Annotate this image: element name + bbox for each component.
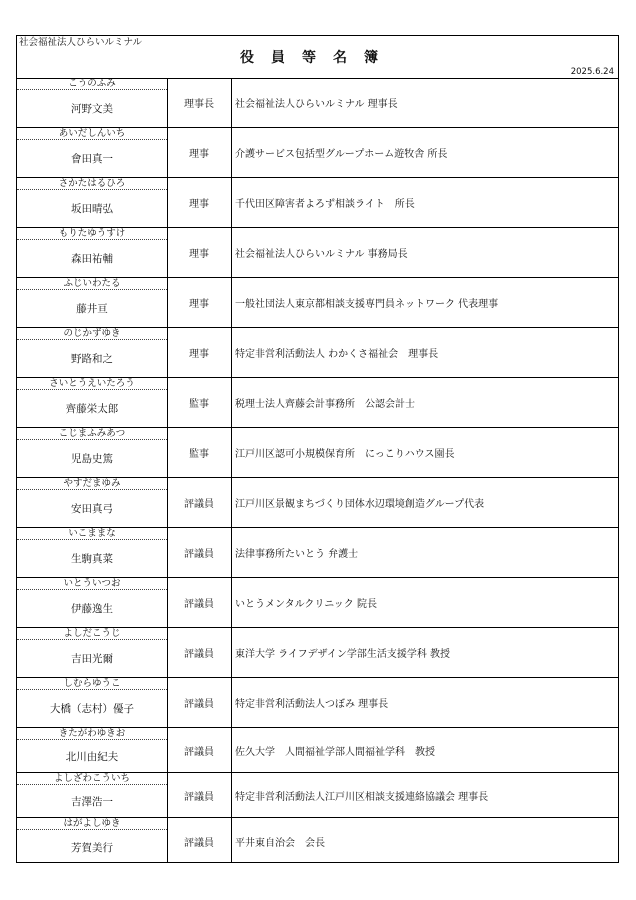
member-name-reading: こうのふみ: [17, 78, 167, 90]
roster-row: [17, 818, 618, 864]
member-name-reading: きたがわゆきお: [17, 728, 167, 740]
member-role: 監事: [189, 449, 209, 460]
member-name: 児島史篤: [71, 453, 113, 465]
member-name-reading: こじまふみあつ: [17, 428, 167, 440]
member-affiliation: 介護サービス包括型グループホーム遊牧舎 所長: [235, 149, 448, 160]
member-name: 野路和之: [71, 353, 113, 365]
member-name: 會田真一: [71, 153, 113, 165]
roster-row: [17, 328, 618, 378]
member-role: 理事: [189, 199, 209, 210]
officers-roster-sheet: [16, 35, 619, 863]
roster-row: [17, 678, 618, 728]
member-name: 大橋（志村）優子: [50, 703, 134, 715]
member-affiliation: いとうメンタルクリニック 院長: [235, 599, 377, 610]
organization-name: 社会福祉法人ひらいルミナル: [19, 37, 143, 48]
member-role: 評議員: [184, 837, 214, 849]
roster-row: [17, 773, 618, 818]
member-name-reading: いとういつお: [17, 578, 167, 590]
member-name: 藤井亘: [76, 303, 108, 315]
member-name: 河野文美: [71, 103, 113, 115]
member-role: 評議員: [184, 649, 214, 660]
page-title: 役員等名簿: [240, 50, 395, 66]
roster-row: [17, 478, 618, 528]
member-role: 理事: [189, 349, 209, 360]
member-name: 齊藤栄太郎: [65, 403, 119, 415]
member-role: 評議員: [184, 791, 214, 803]
member-role: 理事長: [184, 99, 214, 110]
member-affiliation: 一般社団法人東京都相談支援専門員ネットワーク 代表理事: [235, 299, 499, 310]
member-affiliation: 平井東自治会 会長: [235, 837, 325, 849]
member-name-reading: よしざわこういち: [17, 773, 167, 785]
document-date: 2025.6.24: [570, 67, 614, 77]
member-name: 芳賀美行: [71, 841, 113, 854]
member-affiliation: 特定非営利活動法人江戸川区相談支援連絡協議会 理事長: [235, 791, 489, 803]
roster-row: [17, 228, 618, 278]
member-role: 監事: [189, 399, 209, 410]
member-affiliation: 千代田区障害者よろず相談ライト 所長: [235, 199, 415, 210]
member-name: 吉澤浩一: [71, 795, 113, 808]
member-name: 坂田晴弘: [71, 203, 113, 215]
roster-row: [17, 78, 618, 128]
member-affiliation: 佐久大学 人間福祉学部人間福祉学科 教授: [235, 746, 435, 758]
member-name: 安田真弓: [71, 503, 113, 515]
member-name: 吉田光爾: [71, 653, 113, 665]
member-role: 理事: [189, 149, 209, 160]
roster-row: [17, 128, 618, 178]
member-name-reading: よしだこうじ: [17, 628, 167, 640]
member-name: 北川由紀夫: [65, 750, 119, 763]
member-name-reading: あいだしんいち: [17, 128, 167, 140]
roster-row: [17, 578, 618, 628]
roster-row: [17, 628, 618, 678]
member-name-reading: さかたはるひろ: [17, 178, 167, 190]
member-affiliation: 江戸川区景観まちづくり団体水辺環境創造グループ代表: [235, 499, 485, 510]
member-affiliation: 税理士法人齊藤会計事務所 公認会計士: [235, 399, 415, 410]
member-name: 森田祐輔: [71, 253, 113, 265]
member-name-reading: ふじいわたる: [17, 278, 167, 290]
member-role: 評議員: [184, 599, 214, 610]
member-name: 伊藤逸生: [71, 603, 113, 615]
member-affiliation: 法律事務所たいとう 弁護士: [235, 549, 359, 560]
member-name-reading: いこままな: [17, 528, 167, 540]
member-name-reading: さいとうえいたろう: [17, 378, 167, 390]
roster-row: [17, 528, 618, 578]
roster-row: [17, 178, 618, 228]
member-affiliation: 特定非営利活動法人つぼみ 理事長: [235, 699, 389, 710]
roster-row: [17, 428, 618, 478]
member-name: 生駒真菜: [71, 553, 113, 565]
roster-row: [17, 378, 618, 428]
member-affiliation: 社会福祉法人ひらいルミナル 事務局長: [235, 249, 408, 260]
member-role: 評議員: [184, 499, 214, 510]
member-name-reading: もりたゆうすけ: [17, 228, 167, 240]
member-role: 評議員: [184, 699, 214, 710]
member-affiliation: 江戸川区認可小規模保育所 にっこりハウス園長: [235, 449, 455, 460]
member-affiliation: 社会福祉法人ひらいルミナル 理事長: [235, 99, 398, 110]
member-name-reading: のじかずゆき: [17, 328, 167, 340]
member-name-reading: しむらゆうこ: [17, 678, 167, 690]
roster-row: [17, 728, 618, 773]
member-name-reading: はがよしゆき: [17, 818, 167, 830]
member-name-reading: やすだまゆみ: [17, 478, 167, 490]
member-affiliation: 特定非営利活動法人 わかくさ福祉会 理事長: [235, 349, 439, 360]
member-role: 理事: [189, 249, 209, 260]
member-role: 評議員: [184, 746, 214, 758]
member-affiliation: 東洋大学 ライフデザイン学部生活支援学科 教授: [235, 649, 451, 660]
member-role: 理事: [189, 299, 209, 310]
roster-row: [17, 278, 618, 328]
member-role: 評議員: [184, 549, 214, 560]
